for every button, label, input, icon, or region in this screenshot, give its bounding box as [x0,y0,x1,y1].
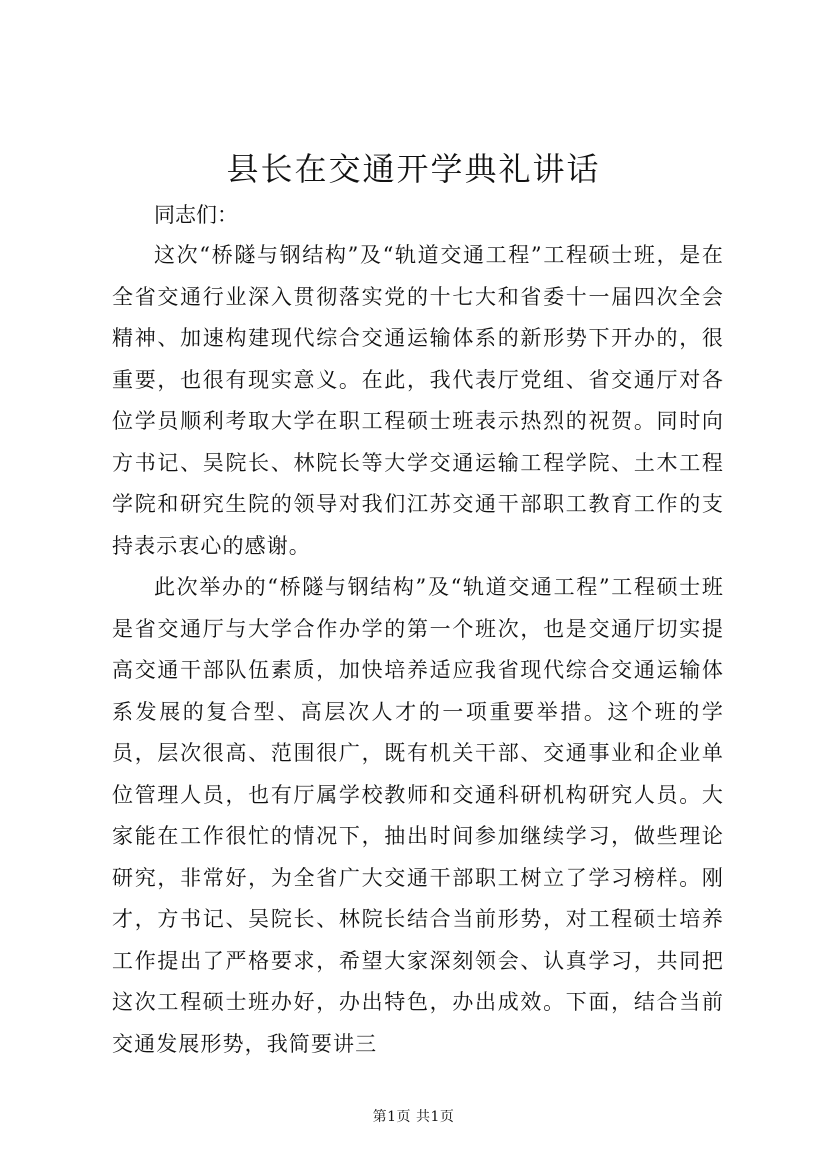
paragraph-2: 此次举办的“桥隧与钢结构”及“轨道交通工程”工程硕士班是省交通厅与大学合作办学的第一个班次，也是交通厅切实提高交通干部队伍素质，加快培养适应我省现代综合交通运输体系发展的复合型、高层次人才的一项重要举措。这个班的学员，层次很高、范围很广，既有机关干部、交通事业和企业单位管理人员，也有厅属学校教师和交通科研机构研究人员。大家能在工作很忙的情况下，抽出时间参加继续学习，做些理论研究，非常好，为全省广大交通干部职工树立了学习榜样。刚才，方书记、吴院长、林院长结合当前形势，对工程硕士培养工作提出了严格要求，希望大家深刻领会、认真学习，共同把这次工程硕士班办好，办出特色，办出成效。下面，结合当前交通发展形势，我简要讲三 [112,575,724,1056]
document-title: 县长在交通开学典礼讲话 [226,150,601,188]
salutation: 同志们： [154,203,238,227]
document-body [112,196,724,1065]
paragraph-1: 这次“桥隧与钢结构”及“轨道交通工程”工程硕士班，是在全省交通行业深入贯彻落实党的十七大和省委十一届四次全会精神、加速构建现代综合交通运输体系的新形势下开办的，很重要，也很有现实意义。在此，我代表厅党组、省交通厅对各位学员顺利考取大学在职工程硕士班表示热烈的祝贺。同时向方书记、吴院长、林院长等大学交通运输工程学院、土木工程学院和研究生院的领导对我们江苏交通干部职工教育工作的支持表示衷心的感谢。 [112,243,724,558]
page-number-footer: 第1页 共1页 [372,1109,455,1125]
